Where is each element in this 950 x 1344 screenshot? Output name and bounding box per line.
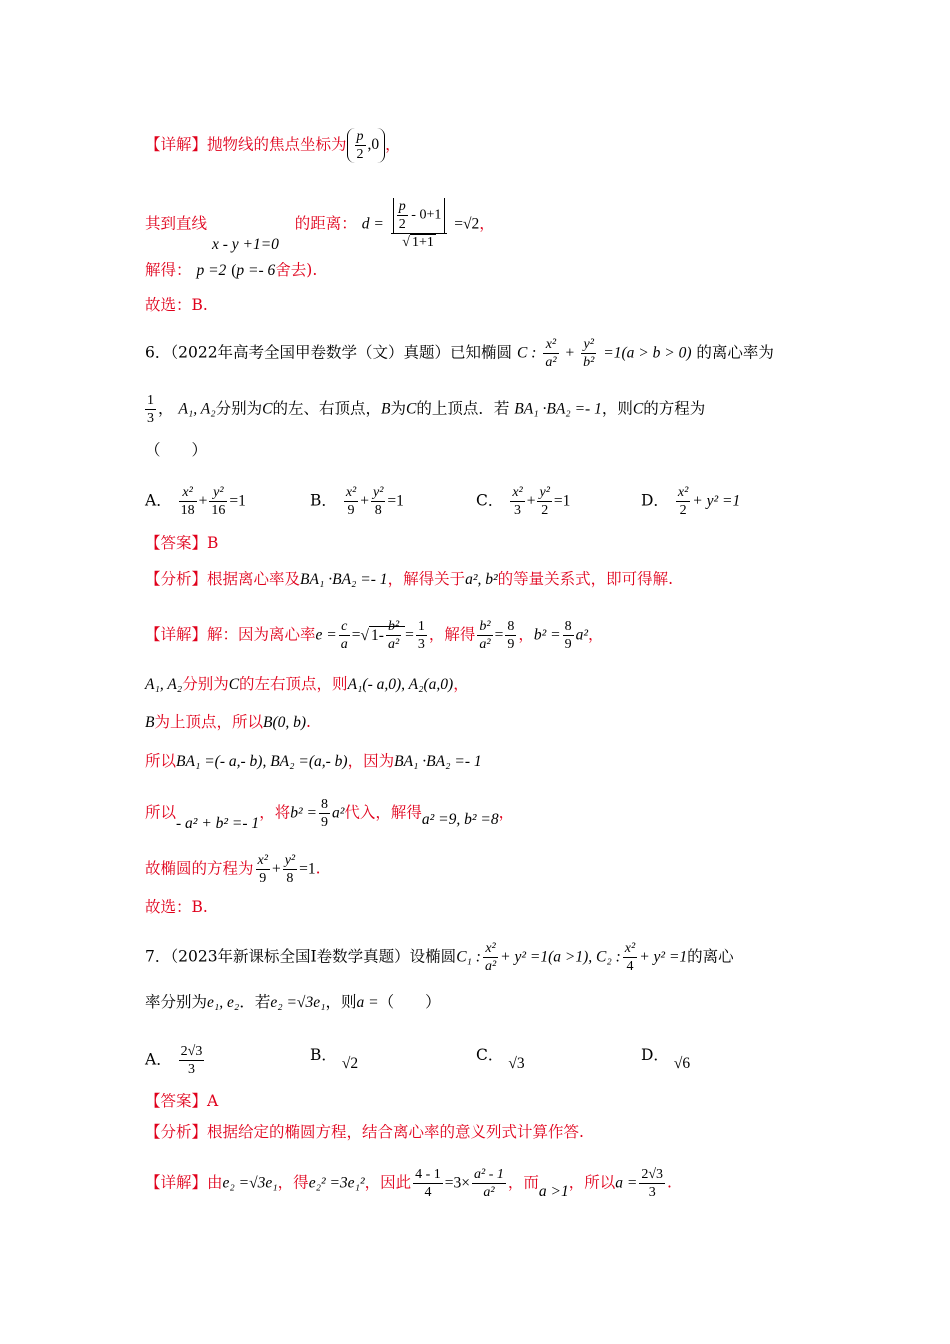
distance-fraction: $\frac{p}{2}$ - 0+1 √ 1+1: [391, 198, 448, 251]
detail-6-line-5: 所以- a² + b² =- 1，将b² = $\frac{8}{9}$ a²代入，解得a² =9, b² =8，: [145, 797, 515, 832]
detail-6-line-6: 故椭圆的方程为 $\frac{\text{x²}}{9}$ + $\frac{\text{y²}}{8}$ =1.: [145, 853, 321, 886]
analysis-6: 【分析】根据离心率及BA₁ ·BA₂ =- 1，解得关于a², b²的等量关系式，即可得解.: [145, 570, 674, 588]
detail-line-3: 解得： p =2 (p =- 6舍去).: [145, 261, 318, 279]
option-c[interactable]: C． $\frac{\text{x²}}{3}$ + $\frac{\text{y²}}{2}$ =1: [476, 485, 571, 518]
detail-6-line-1: 【详解】解：因为离心率e = $\frac{c}{a}$ =√ 1- $\frac{\text{b²}}{\text{a²}}$ = $\frac{1}{3}$ ，解得 $\frac{\text{b²}}{\text{a²}}$ = $\frac{8}{9}$ ，b² = $\frac{8}{9}$ a²，: [145, 619, 604, 653]
detail-7: 【详解】由e₂ =√3e₁，得e₂² =3e₁²，因此 $\frac{4 - 1}{4}$ =3× $\frac{\text{a² - 1}}{\text{a²}}$ ，而a >1，所以a = $\frac{2√3}{3}$ .: [145, 1167, 672, 1200]
question-6-line-2: $\frac{1}{3}$ ， A₁, A₂分别为C的左、右顶点，B为C的上顶点．若 BA₁ ·BA₂ =- 1，则C的方程为: [147, 393, 706, 426]
line-equation: x - y +1=0: [211, 235, 279, 253]
q7-option-a[interactable]: A． $\frac{2√3}{3}$: [145, 1044, 203, 1077]
answer-6: 【答案】B: [145, 534, 219, 552]
detail-line-2: 其到直线 x - y +1=0 的距离： d = $\frac{p}{2}$ - 0+1 √ 1+1 =√2，: [145, 199, 495, 253]
detail-line-1: 【详解】抛物线的焦点坐标为 $\frac{p}{2}$ ,0 ，: [145, 129, 401, 162]
option-d[interactable]: D． $\frac{\text{x²}}{2}$ + y² =1: [641, 485, 741, 518]
focus-coordinate: $\frac{p}{2}$ ,0: [347, 128, 386, 163]
question-7-line-1: 7．（2023年新课标全国Ⅰ卷数学真题）设椭圆C₁ : $\frac{\text{x²}}{\text{a²}}$ + y² =1(a >1), C₂ : $\frac{\text{x²}}{4}$ + y² =1的离心: [145, 941, 734, 974]
detail-label: 【详解】: [145, 135, 208, 154]
detail-6-line-7: 故选：B.: [145, 898, 208, 916]
question-6-paren: （ ）: [145, 441, 208, 459]
detail-6-line-3: B为上顶点，所以B(0, b).: [145, 713, 311, 731]
option-a[interactable]: A． $\frac{\text{x²}}{18}$ + $\frac{\text{y²}}{16}$ =1: [145, 485, 246, 518]
q7-option-b[interactable]: B． √2: [310, 1046, 359, 1072]
question-7-line-2: 率分别为e₁, e₂．若e₂ =√3e₁，则a =（ ）: [145, 993, 441, 1011]
analysis-7: 【分析】根据给定的椭圆方程，结合离心率的意义列式计算作答.: [145, 1123, 584, 1141]
q7-option-c[interactable]: C． √3: [476, 1046, 525, 1072]
answer-7: 【答案】A: [145, 1092, 219, 1110]
detail-6-line-4: 所以BA₁ =(- a,- b), BA₂ =(a,- b)，因为BA₁ ·BA₂ =- 1: [145, 752, 482, 770]
option-b[interactable]: B． $\frac{\text{x²}}{9}$ + $\frac{\text{y²}}{8}$ =1: [310, 485, 404, 518]
detail-line-4: 故选：B.: [145, 296, 208, 314]
text: 抛物线的焦点坐标为: [207, 135, 347, 154]
detail-6-line-2: A₁, A₂分别为C的左右顶点，则A₁(- a,0), A₂(a,0)，: [145, 675, 469, 693]
question-6-line-1: 6．（2022年高考全国甲卷数学（文）真题）已知椭圆 C : $\frac{\text{x²}}{\text{a²}}$ + $\frac{\text{y²}}{\text{b²}}$ =1(a > b > 0) 的离心率为: [145, 337, 774, 370]
q7-option-d[interactable]: D． √6: [641, 1046, 691, 1072]
